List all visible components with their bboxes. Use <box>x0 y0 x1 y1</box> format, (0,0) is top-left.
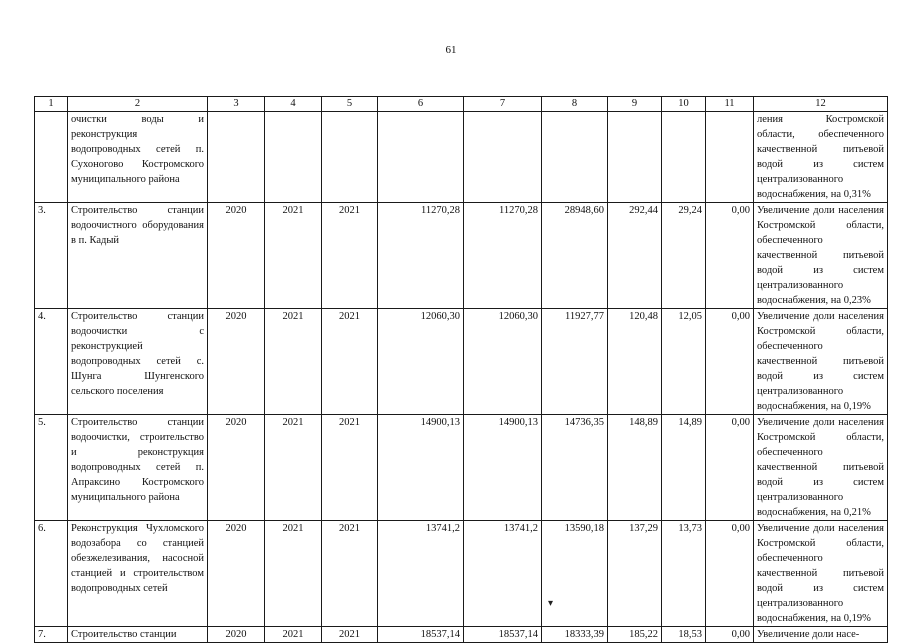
value-cell: 13741,2 <box>464 521 542 627</box>
value-cell: 28948,60 <box>542 203 608 309</box>
document-table <box>34 96 888 643</box>
end-year-cell: 2021 <box>265 309 322 415</box>
value-cell: 29,24 <box>662 203 706 309</box>
column-number-header: 5 <box>322 97 378 112</box>
value-cell: 18537,14 <box>378 627 464 643</box>
column-number-header: 6 <box>378 97 464 112</box>
value-cell: 137,29 <box>608 521 662 627</box>
value-cell: 14736,35 <box>542 415 608 521</box>
value-cell: 0,00 <box>706 521 754 627</box>
table-row <box>35 521 888 627</box>
start-year-cell: 2020 <box>208 203 265 309</box>
project-name-cell: Строительство станции водоочистного оборудования в п. Кадый <box>68 203 208 309</box>
value-cell: 12060,30 <box>464 309 542 415</box>
result-cell: Увеличение доли населения Костромской области, обеспеченного качественной питьевой водой из систем централизованного водоснабжения, на 0,19% <box>754 521 888 627</box>
result-cell: Увеличение доли насе- <box>754 627 888 643</box>
value-cell: 292,44 <box>608 203 662 309</box>
value-cell: 13741,2 <box>378 521 464 627</box>
result-cell: Увеличение доли населения Костромской области, обеспеченного качественной питьевой водой из систем централизованного водоснабжения, на 0,21% <box>754 415 888 521</box>
column-number-header: 8 <box>542 97 608 112</box>
start-year-cell: 2020 <box>208 521 265 627</box>
scan-speck: ▾ <box>548 598 554 609</box>
year-cell: 2021 <box>322 309 378 415</box>
value-cell: 185,22 <box>608 627 662 643</box>
end-year-cell: 2021 <box>265 415 322 521</box>
year-cell: 2021 <box>322 415 378 521</box>
row-number-cell: 6. <box>35 521 68 627</box>
column-number-header: 9 <box>608 97 662 112</box>
project-name-cell: очистки воды и реконструкция водопроводных сетей п. Сухоногово Костромского муниципального района <box>68 112 208 203</box>
project-name-cell: Реконструкция Чухломского водозабора со станцией обезжелезивания, насосной станцией и строительством водопроводных сетей <box>68 521 208 627</box>
value-cell: 14900,13 <box>464 415 542 521</box>
value-cell: 18333,39 <box>542 627 608 643</box>
value-cell: 14900,13 <box>378 415 464 521</box>
value-cell: 120,48 <box>608 309 662 415</box>
start-year-cell: 2020 <box>208 415 265 521</box>
project-name-cell: Строительство станции водоочистки, строительство и реконструкция водопроводных сетей п. Апраксино Костромского муниципального района <box>68 415 208 521</box>
value-cell: 14,89 <box>662 415 706 521</box>
column-number-header: 10 <box>662 97 706 112</box>
value-cell: 12060,30 <box>378 309 464 415</box>
table-row-truncated <box>35 627 888 643</box>
column-number-header: 1 <box>35 97 68 112</box>
result-cell: Увеличение доли населения Костромской области, обеспеченного качественной питьевой водой из систем централизованного водоснабжения, на 0,19% <box>754 309 888 415</box>
table-row <box>35 309 888 415</box>
value-cell: 11270,28 <box>378 203 464 309</box>
column-number-header: 4 <box>265 97 322 112</box>
project-name-cell: Строительство станции <box>68 627 208 643</box>
value-cell: 0,00 <box>706 203 754 309</box>
year-cell: 2021 <box>322 521 378 627</box>
column-number-header: 12 <box>754 97 888 112</box>
value-cell: 0,00 <box>706 309 754 415</box>
value-cell: 11270,28 <box>464 203 542 309</box>
value-cell: 18,53 <box>662 627 706 643</box>
end-year-cell: 2021 <box>265 627 322 643</box>
table-row-continuation <box>35 112 888 203</box>
column-number-header: 11 <box>706 97 754 112</box>
value-cell: 0,00 <box>706 415 754 521</box>
end-year-cell: 2021 <box>265 521 322 627</box>
value-cell: 13,73 <box>662 521 706 627</box>
value-cell: 148,89 <box>608 415 662 521</box>
table-row <box>35 203 888 309</box>
column-number-header: 3 <box>208 97 265 112</box>
result-cell: Увеличение доли населения Костромской области, обеспеченного качественной питьевой водой из систем централизованного водоснабжения, на 0,23% <box>754 203 888 309</box>
row-number-cell: 5. <box>35 415 68 521</box>
value-cell: 18537,14 <box>464 627 542 643</box>
project-name-cell: Строительство станции водоочистки с реконструкцией водопроводных сетей с. Шунга Шунгенского сельского поселения <box>68 309 208 415</box>
end-year-cell: 2021 <box>265 203 322 309</box>
table-header-row <box>35 97 888 112</box>
value-cell: 11927,77 <box>542 309 608 415</box>
row-number-cell <box>35 112 68 203</box>
year-cell: 2021 <box>322 627 378 643</box>
page-number: 61 <box>445 44 457 56</box>
table-row <box>35 415 888 521</box>
start-year-cell: 2020 <box>208 309 265 415</box>
column-number-header: 7 <box>464 97 542 112</box>
start-year-cell: 2020 <box>208 627 265 643</box>
result-cell: ления Костромской области, обеспеченного качественной питьевой водой из систем централизованного водоснабжения, на 0,31% <box>754 112 888 203</box>
value-cell: 12,05 <box>662 309 706 415</box>
column-number-header: 2 <box>68 97 208 112</box>
year-cell: 2021 <box>322 203 378 309</box>
row-number-cell: 7. <box>35 627 68 643</box>
row-number-cell: 4. <box>35 309 68 415</box>
row-number-cell: 3. <box>35 203 68 309</box>
value-cell: 13590,18 <box>542 521 608 627</box>
value-cell: 0,00 <box>706 627 754 643</box>
